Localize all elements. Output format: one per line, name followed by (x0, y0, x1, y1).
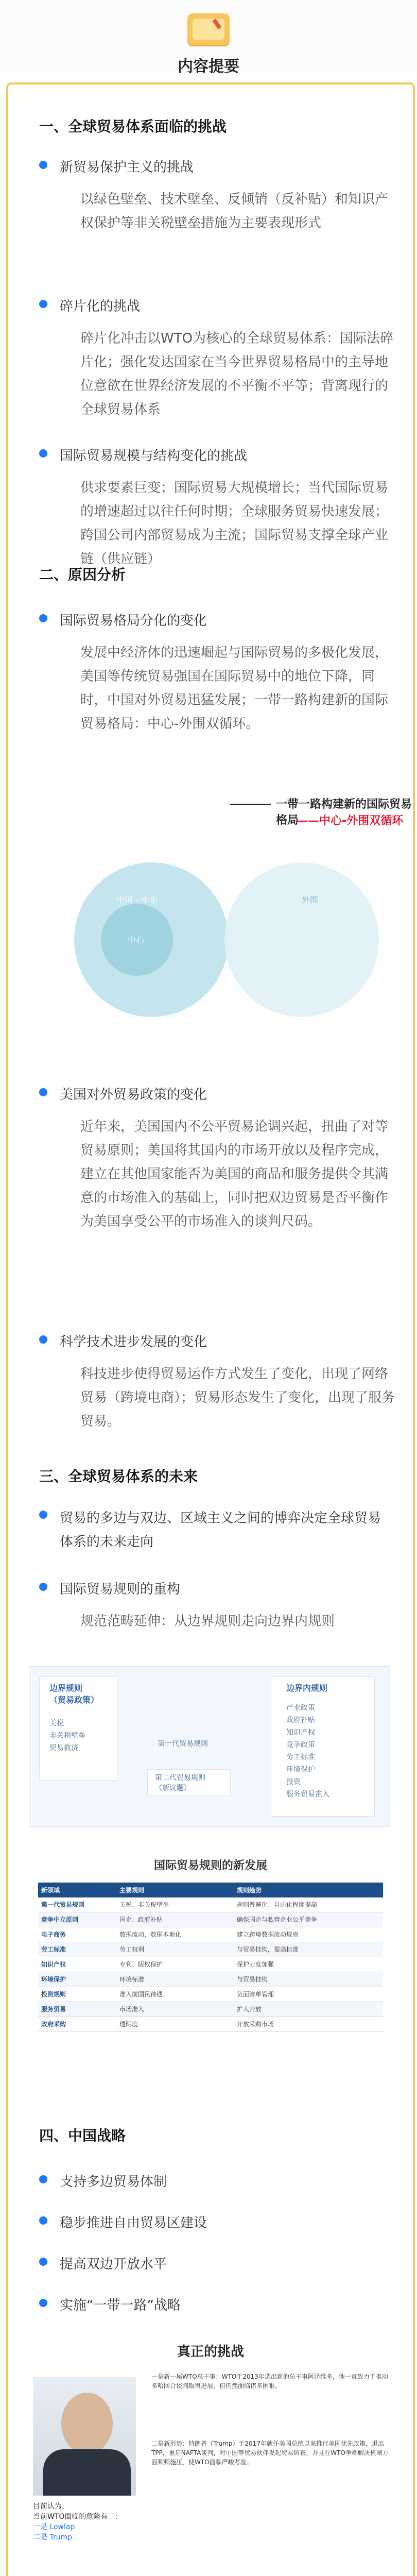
section-2-title: 二、原因分析 (39, 566, 126, 583)
page-title: 内容提要 (178, 58, 239, 76)
boundary-right-item: 劳工标准 (286, 1753, 315, 1761)
table-row (38, 1987, 383, 2002)
table-cell: 第一代贸易规则 (38, 1897, 116, 1912)
side-title: 目前认为， (33, 2502, 69, 2511)
cause-3-text: 科技进步使得贸易运作方式发生了变化，出现了网络贸易（跨境电商）；贸易形态发生了变化，出现了服务贸易。 (80, 1366, 395, 1429)
boundary-left-item: 非关税壁垒 (49, 1732, 85, 1740)
strategy-item: 稳步推进自由贸易区建设 (60, 2212, 207, 2231)
boundary-mid-label-2: 第二代贸易规则 （新议题） (155, 1774, 205, 1792)
venn-title-2: ——中心-外围双循环 (297, 815, 404, 827)
venn-right-label: 外围 (302, 895, 319, 905)
boundary-right-item: 知识产权 (286, 1728, 315, 1737)
real-challenge-side (33, 2501, 141, 2542)
cause-1-text: 发展中经济体的迅速崛起与国际贸易的多极化发展，美国等传统贸易强国在国际贸易中的地位下降，同时，中国对外贸易迅猛发展；一带一路构建新的国际贸易格局：中心-外围双循环。 (80, 645, 389, 732)
table-cell: 国企、政府补贴 (116, 1912, 234, 1927)
portrait-photo (33, 2377, 136, 2496)
real-challenge-p1: 一是新一届WTO总干事：WTO于2013年选出新的总干事阿泽维多，他一直致力于推动多哈回合谈判取得进展，但仍然面临诸多困难。 (151, 2373, 388, 2389)
table-cell: 竞争中立原则 (38, 1912, 116, 1927)
boundary-right-head: 边界内规则 (286, 1683, 328, 1693)
challenge-1-text: 以绿色壁垒、技术壁垒、反倾销（反补贴）和知识产权保护等非关税壁垒措施为主要表现形式 (80, 192, 389, 231)
table-row (38, 1897, 383, 1912)
table-cell: 与贸易挂钩，提高标准 (234, 1942, 383, 1957)
table-row (38, 1912, 383, 1927)
table-cell: 开放采购市场 (234, 2017, 383, 2032)
table-row (38, 2017, 383, 2032)
strategy-item: 支持多边贸易体制 (60, 2171, 167, 2190)
real-challenge-p2: 二是新形势：特朗普（Trump）于2017年就任美国总统以来推行美国优先政策，退出TPP，重启NAFTA谈判，对中国等贸易伙伴发起贸易调查，并且在WTO争端解决机制方面频频施压，使WTO面临严峻考验。 (151, 2440, 389, 2466)
table-cell: 负面清单管理 (234, 1987, 383, 2002)
boundary-right-item: 竞争政策 (286, 1741, 315, 1749)
section-4-title: 四、中国战略 (39, 2127, 126, 2144)
cause-3-label: 科学技术进步发展的变化 (60, 1331, 207, 1350)
boundary-right-item: 政府补贴 (286, 1716, 315, 1724)
challenge-3-label: 国际贸易规模与结构变化的挑战 (60, 445, 247, 464)
challenge-1-label: 新贸易保护主义的挑战 (60, 157, 194, 176)
table-cell: 数据流动、数据本地化 (116, 1927, 234, 1942)
table-cell: 政府采购 (38, 2017, 116, 2032)
cause-2-text: 近年来，美国国内不公平贸易论调兴起，扭曲了对等贸易原则；美国将其国内的市场开放以及程序完成，建立在其他国家能否为美国的商品和服务提供令其满意的市场准入的基础上，同时把双边贸易是否平衡作为美国享受公平的市场准入的谈判尺码。 (80, 1119, 389, 1229)
table-header-row (38, 1883, 383, 1897)
header-band (0, 0, 417, 76)
side-item: 二是 Trump (33, 2533, 73, 2541)
boundary-right-item: 产业政策 (286, 1704, 315, 1712)
table-title: 国际贸易规则的新发展 (153, 1859, 267, 1872)
table-cell: 环境标准 (116, 1972, 234, 1987)
table-row (38, 1942, 383, 1957)
side-text: 当前WTO面临的危险有二： (33, 2513, 123, 2521)
rules-table (38, 1883, 383, 2032)
table-row (38, 1927, 383, 1942)
table-cell: 透明度 (116, 2017, 234, 2032)
table-cell: 劳工标准 (38, 1942, 116, 1957)
venn-circle-right (224, 862, 379, 1017)
venn-left-label: 中国 - 中东 (116, 895, 158, 905)
venn-title-line (230, 804, 271, 805)
challenge-2-label: 碎片化的挑战 (60, 296, 140, 315)
future-2-label: 国际贸易规则的重构 (60, 1579, 180, 1598)
table-cell: 关税、非关税壁垒 (116, 1897, 234, 1912)
boundary-right-item: 投资 (286, 1778, 301, 1786)
side-item: 一是 Lowlap (33, 2523, 75, 2531)
boundary-left-head: 边界规则 （贸易政策） (49, 1683, 99, 1705)
boundary-right-item: 服务贸易准入 (286, 1790, 329, 1799)
table-cell: 与贸易挂钩 (234, 1972, 383, 1987)
portrait-head (61, 2393, 113, 2454)
content-card (6, 82, 415, 2576)
boundary-mid-label-1: 第一代贸易规则 (158, 1740, 208, 1748)
challenge-3-text: 供求要素巨变；国际贸易大规模增长；当代国际贸易的增速超过以往任何时期；全球服务贸易快速发展；跨国公司内部贸易成为主流；国际贸易支撑全球产业链（供应链） (80, 480, 389, 567)
table-cell: 扩大开放 (234, 2002, 383, 2017)
future-2-text: 规范范畴延伸：从边界规则走向边界内规则 (80, 1614, 335, 1629)
table-cell: 保护力度加强 (234, 1957, 383, 1972)
table-header: 主要规则 (116, 1883, 234, 1897)
strategy-item: 实施“一带一路”战略 (60, 2295, 181, 2314)
table-cell: 劳工权利 (116, 1942, 234, 1957)
boundary-diagram (29, 1666, 389, 1826)
table-cell: 确保国企与私营企业公平竞争 (234, 1912, 383, 1927)
section-1-title: 一、全球贸易体系面临的挑战 (39, 118, 227, 135)
challenge-2-text: 碎片化冲击以WTO为核心的全球贸易体系：国际法碎片化；强化发达国家在当今世界贸易格局中的主导地位意欲在世界经济发展的不平衡不平等；背离现行的全球贸易体系 (80, 331, 394, 417)
future-1-label: 贸易的多边与双边、区域主义之间的博弈决定全球贸易体系的未来走向 (60, 1506, 389, 1554)
table-cell: 准入前国民待遇 (116, 1987, 234, 2002)
boundary-left-item: 关税 (49, 1719, 64, 1727)
boundary-left-item: 贸易救济 (49, 1744, 78, 1752)
table-cell: 投资规则 (38, 1987, 116, 2002)
table-cell: 建立跨境数据流动规则 (234, 1927, 383, 1942)
strategy-item: 提高双边开放水平 (60, 2253, 167, 2273)
table-row (38, 2002, 383, 2017)
venn-mid-label: 中心 (128, 935, 145, 945)
table-row (38, 1972, 383, 1987)
cause-1-label: 国际贸易格局分化的变化 (60, 610, 207, 629)
table-cell: 知识产权 (38, 1957, 116, 1972)
table-cell: 电子商务 (38, 1927, 116, 1942)
table-cell: 市场准入 (116, 2002, 234, 2017)
table-cell: 服务贸易 (38, 2002, 116, 2017)
real-challenge-title: 真正的挑战 (177, 2344, 244, 2360)
section-3-title: 三、全球贸易体系的未来 (39, 1468, 198, 1485)
portrait-body (43, 2449, 131, 2496)
table-cell: 规则普遍化、自由化程度提高 (234, 1897, 383, 1912)
real-challenge-panel (23, 2362, 398, 2557)
table-row (38, 1957, 383, 1972)
boundary-right-item: 环境保护 (286, 1766, 315, 1774)
venn-title-1: 一带一路构建新的国际贸易格局 (276, 798, 412, 827)
table-cell: 环境保护 (38, 1972, 116, 1987)
table-header: 规则趋势 (234, 1883, 383, 1897)
table-cell: 专利、版权保护 (116, 1957, 234, 1972)
table-header: 新领域 (38, 1883, 116, 1897)
cause-2-label: 美国对外贸易政策的变化 (60, 1084, 207, 1103)
